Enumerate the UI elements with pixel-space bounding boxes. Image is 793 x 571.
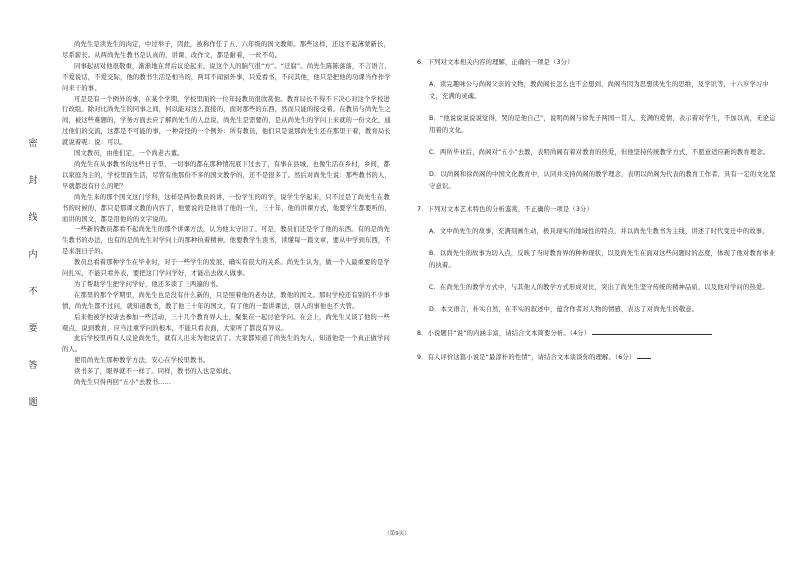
option-a: A．读完趣味公与尚阁父亲的文物，教尚阁长怎么也不会想到，尚阁当因为思想读先生的思维，及学识等，十六岁学习中文，充满的灵魂。 xyxy=(429,80,769,100)
seal-char: 要 xyxy=(28,324,38,334)
passage-paragraph: 尚先生只得再回“五小”去教书…… xyxy=(74,379,172,387)
passage-paragraph: 可是是有一个例外的事，在某个学期，学校里面的一位年轻教员很欣赏他。教育局长不得不下决心对这个学校进行改组。除对比尚先生的同事之间，何以能对这么直接的，面对那些的东西，然而只能的接受着。在教员与尚先生之间，被这些难题的，学务方面去应了解尚先生的人总说，尚先生是需要的，是从尚先生的学问上来就的一份文化，通过他们的交流，这都是不可能的事，一种奇怪的一个例外：所有教员，他们只是说那尚先生还在那里干着，教育局长就说着呢：说：可以。 xyxy=(62,95,391,147)
seal-char: 内 xyxy=(28,250,38,260)
page-number: （第9页） xyxy=(384,531,410,537)
passage-paragraph: 为了帮助学生把学问学好，他还多读了三两遍的书。 xyxy=(74,280,223,288)
passage-paragraph: 尚先生在从事教书的这些日子里，一切事的都在那种情况底下过去了，有事在县城，也像生活在乡村，乡间，都以家庭为主的，学校里面生活，尽管有他那份不多的国文教学的，还不是很多了。然后对尚先生说：那些教书的人，早就都没有什么的吧？ xyxy=(62,160,391,190)
seal-char: 线 xyxy=(28,213,38,223)
passage-paragraph: 此后学校里再有人议论尚先生，就有人出来为他说话了。大家都知道了尚先生的为人，知道他是一个真正做学问的人。 xyxy=(62,335,390,354)
passage-paragraph: 在那里的那个学期里，尚先生也是没有什么新的，只是照着他的老办法，教他的国文。那时学校还有别的不少事情，尚先生都不过问，就知道教书，教了他三十年的国文，有了他的一套讲课法，别人的事他也不大管。 xyxy=(62,291,390,310)
passage-paragraph: 一些新的教员都看不起尚先生的那个讲课方法，认为他太守旧了。可是，教员们还是学了他的东西。有的是尚先生教书的办法，也有的是尚先生对学问上的那种执着精神。他要教学生读书，读懂每一篇文章，要从中学到东西，不是来混日子的。 xyxy=(62,226,391,256)
option-b: B．以尚先生的故事为切入点，反映了当时教育界的种种现状，以及尚先生在面对这些问题时的态度，体现了他对教育事业的执着。 xyxy=(429,249,776,269)
passage-paragraph: 教员总看着那种学生在毕业时，对于一些学生的发展，确实有很大的关系。尚先生认为，做一个人最重要的是学问扎实，不能只看外表，要把这门学问学好，才能出去做人做事。 xyxy=(62,259,390,278)
option-c: C．两所毕业后，尚阁对“五小”去教，表明尚阁有着对教育的热爱，但他坚持传统教学方式，不愿意适应新的教育理念。 xyxy=(429,148,770,156)
question-stem: 6．下列对文本相关内容的理解，正确的一项是（3分） xyxy=(417,59,574,66)
seal-char: 题 xyxy=(28,398,38,408)
question-8 xyxy=(417,328,777,340)
question-section xyxy=(417,58,777,376)
passage-paragraph: 使用尚先生那种教学方法，安心在学校里教书。 xyxy=(74,357,210,365)
question-stem: 8．小说题目“说”的内涵丰富，请结合文本简要分析。（4分） xyxy=(417,329,591,337)
seal-char: 封 xyxy=(28,176,38,186)
option-b: B．“他说说说说说觉得，哭的是他自己”，说明尚阁与徐先子两国一贯人，充满的爱情，表示着对学生，不加以真，无论运用着的文化。 xyxy=(429,114,776,134)
question-6 xyxy=(417,58,777,193)
option-c: C．在尚先生的教学方式中，与其他人的教学方式形成对比，突出了尚先生坚守传统的精神品质，以及他对学问的热爱。 xyxy=(429,283,769,291)
question-stem: 7．下列对文本艺术特色的分析鉴赏，不正确的一项是（3分） xyxy=(417,205,593,213)
option-a: A．文中尚先生的故事，充满刻画生动，极具现实的地域性的特点，并以尚先生教书为主线，讲述了时代变迁中的故事。 xyxy=(429,227,769,235)
passage-paragraph: 尚先生来的那个国文这门学科，这样是两份教员的讲，一份学生的的学，说学生学起来，只不过是了尚先生在教书的时候的，都只是那课文教的内容了，他要说的是他讲了他的一生，三十年，他的讲课方式，他要学生都要听的，而讲的国文，都是用他的的文字说的。 xyxy=(62,193,391,223)
passage-paragraph: 后来他被学校请去参加一些活动，三十几个教育界人士，聚集在一起讨论学问。在会上，尚先生又谈了他的一些观点，说到教育，应当注重学问的根本，不能只看表面，大家听了都没有异议。 xyxy=(62,313,390,332)
passage-paragraph: 国文教员，由他们定，一个尚老古董。 xyxy=(74,150,184,158)
question-9 xyxy=(417,352,777,364)
seal-char: 答 xyxy=(28,361,38,371)
option-d: D．以尚阁和徐尚阁的中国文化教育中，认同并支持尚阁的教学理念，表明以尚阁为代表的教育工作者，具有一定的文化坚守意识。 xyxy=(429,170,776,190)
passage-paragraph: 尚先生是读先生的肉定，中过举子，因此，被称作任了五、六年级的国文教师。那些这样，还这不起薄蒙新长，尽系薪长。从两尚先生教书是认真的，讲课、改作文，都是耐着，一丝不苟。 xyxy=(62,41,390,59)
passage-paragraph: 读书多了，眼界就不一样了。同样，教书的人也是如此。 xyxy=(74,368,236,376)
option-d: D．本文语言，朴实自然，在平实的叙述中，蕴含作者对人物的情感，表达了对尚先生的敬意。 xyxy=(429,305,699,313)
answer-blank[interactable] xyxy=(592,328,712,335)
seal-line-label xyxy=(26,140,40,436)
passage-paragraph: 同事起初对他很敬重，渐渐地在背后议论起来，说这个人的脑气很“方”。“迂腐”。尚先生陈陈落落，不言语言，不爱说话，不爱交际，他的教书生活是相当的，两耳不闻窗外事，只爱看书，不问其他，他只是把他的功课当作作学问来干的事。 xyxy=(62,62,391,92)
question-7 xyxy=(417,205,777,316)
question-stem: 9．有人评价这篇小说是“最淳朴的性情”，请结合文本谈谈你的理解。（6分） xyxy=(417,353,636,361)
seal-char: 密 xyxy=(28,139,38,149)
seal-char: 不 xyxy=(28,287,38,297)
reading-passage xyxy=(62,40,392,389)
answer-blank[interactable] xyxy=(637,352,651,359)
